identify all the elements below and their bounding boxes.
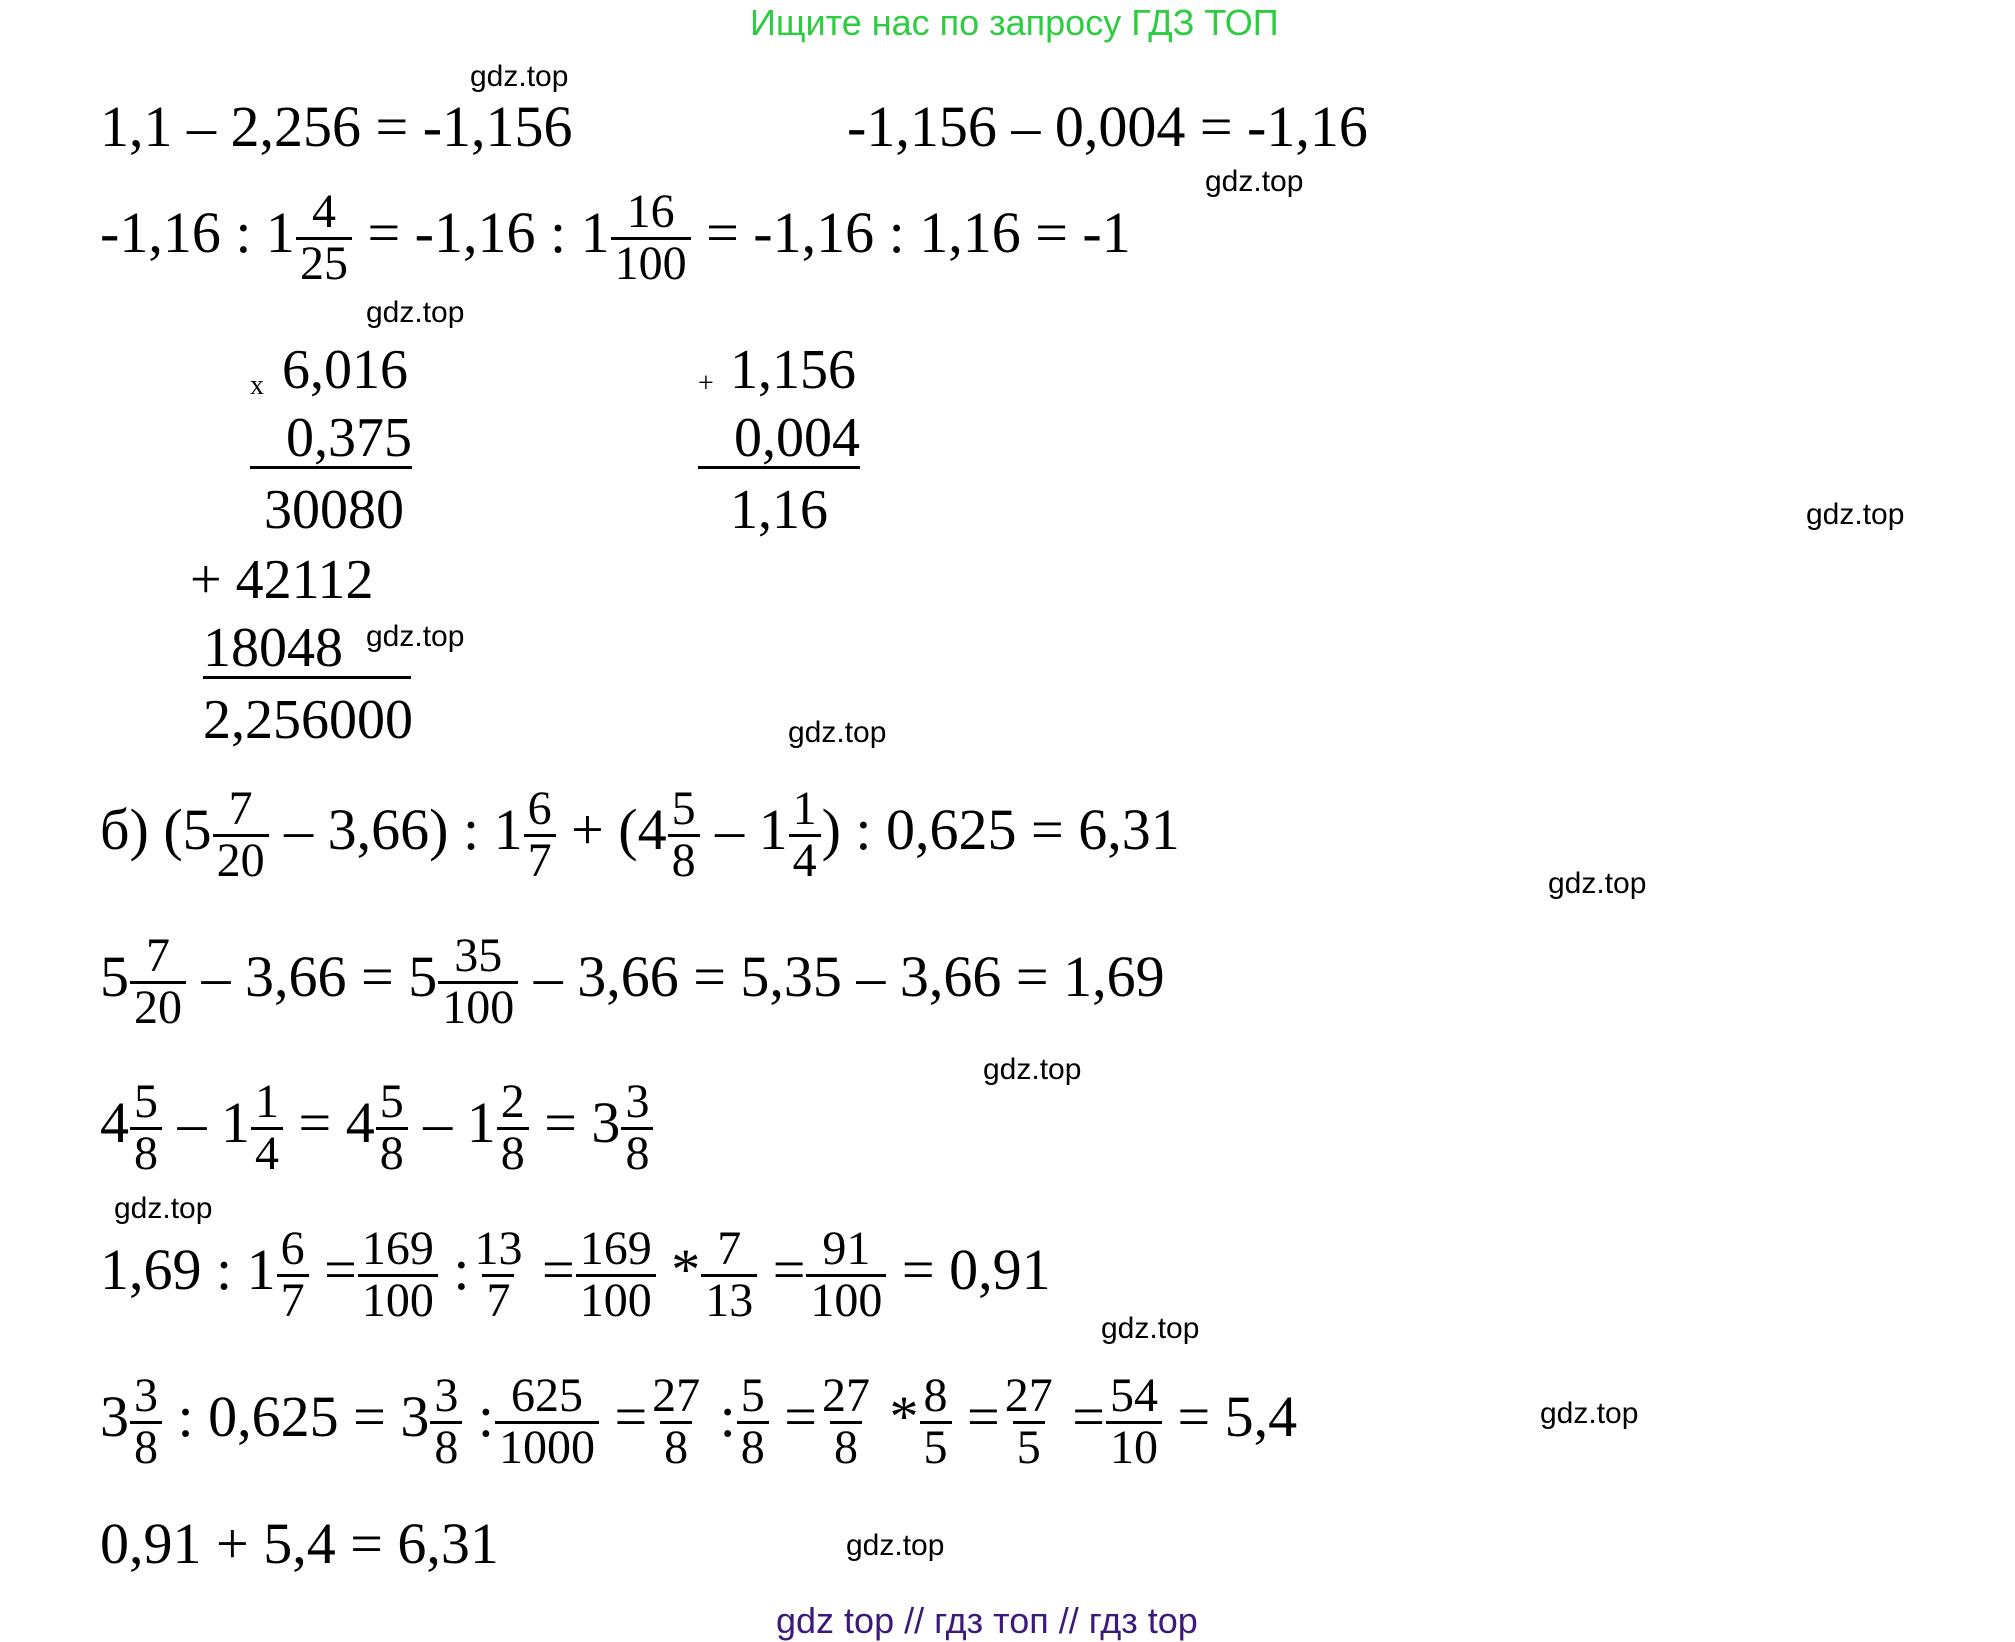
add-sign: + — [698, 368, 714, 399]
mult-partial-1: 30080 — [264, 479, 404, 541]
fraction: $\frac{16}{100}$ — [611, 188, 691, 289]
watermark: gdz.top — [114, 1192, 213, 1225]
watermark: gdz.top — [983, 1053, 1082, 1086]
add-operand-a: 1,156 — [730, 339, 856, 401]
add-operand-b: 0,004 — [698, 410, 860, 469]
fraction: $\frac{5}{8}$ — [668, 785, 700, 886]
fraction: $\frac{1}{4}$ — [251, 1078, 283, 1179]
fraction: $\frac{2}{8}$ — [497, 1078, 529, 1179]
fraction: $\frac{91}{100}$ — [806, 1225, 886, 1326]
fraction: $\frac{27}{8}$ — [822, 1369, 871, 1474]
watermark: gdz.top — [470, 60, 569, 93]
equation-1b: -1,156 – 0,004 = -1,16 — [847, 94, 1368, 159]
fraction: $\frac{27}{8}$ — [652, 1369, 701, 1474]
step-2: 4 $\frac{5}{8}$ – 1 $\frac{1}{4}$ = 4 $\frac{5}{8}$ – 1 $\frac{2}{8}$ = 3 $\frac{3}{8}$ — [100, 1078, 654, 1179]
fraction: $\frac{13}{7}$ — [474, 1222, 523, 1327]
mult-partial-2: + 42112 — [190, 549, 374, 611]
fraction: $\frac{3}{8}$ — [430, 1372, 462, 1473]
watermark: gdz.top — [1205, 165, 1304, 198]
watermark: gdz.top — [1101, 1312, 1200, 1345]
equation-2: -1,16 : 1 $\frac{4}{25}$ = -1,16 : 1 $\frac{16}{100}$ = -1,16 : 1,16 = -1 — [100, 185, 1131, 290]
fraction: $\frac{5}{8}$ — [737, 1372, 769, 1473]
page-header-banner: Ищите нас по запросу ГДЗ ТОП — [750, 2, 1279, 43]
fraction: $\frac{6}{7}$ — [277, 1225, 309, 1326]
step-4: 3 $\frac{3}{8}$ : 0,625 = 3 $\frac{3}{8}$ : $\frac{625}{1000}$ = $\frac{27}{8}$ : $\frac{5}{8}$ = $\frac{27}{8}$ * $\frac{8}{5}$ = $\frac{27}{5}$ = $\frac{54}{10}$ = 5,4 — [100, 1369, 1298, 1474]
fraction: $\frac{27}{5}$ — [1004, 1369, 1053, 1474]
mult-operand-a: 6,016 — [282, 339, 408, 401]
fraction: $\frac{5}{8}$ — [376, 1078, 408, 1179]
step-3: 1,69 : 1 $\frac{6}{7}$ = $\frac{169}{100}$ : $\frac{13}{7}$ = $\frac{169}{100}$ * $\frac{7}{13}$ = $\frac{91}{100}$ = 0,91 — [100, 1222, 1051, 1327]
watermark: gdz.top — [788, 716, 887, 749]
equation-1a: 1,1 – 2,256 = -1,156 — [100, 94, 573, 159]
fraction: $\frac{54}{10}$ — [1106, 1372, 1162, 1473]
fraction: $\frac{35}{100}$ — [438, 932, 518, 1033]
fraction: $\frac{6}{7}$ — [524, 785, 556, 886]
fraction: $\frac{7}{20}$ — [130, 932, 186, 1033]
multiply-sign: x — [250, 370, 264, 401]
fraction: $\frac{3}{8}$ — [130, 1372, 162, 1473]
step-5: 0,91 + 5,4 = 6,31 — [100, 1511, 499, 1576]
fraction: $\frac{169}{100}$ — [358, 1225, 438, 1326]
mult-partial-3: 18048 — [203, 620, 411, 679]
task-b-statement: б) (5 $\frac{7}{20}$ – 3,66) : 1 $\frac{6}{7}$ + (4 $\frac{5}{8}$ – 1 $\frac{1}{4}$ ) : 0,625 = 6,31 — [100, 782, 1180, 887]
fraction: $\frac{7}{20}$ — [213, 785, 269, 886]
watermark: gdz.top — [366, 296, 465, 329]
watermark: gdz.top — [366, 620, 465, 653]
fraction: $\frac{4}{25}$ — [296, 188, 352, 289]
fraction: $\frac{169}{100}$ — [576, 1225, 656, 1326]
fraction: $\frac{3}{8}$ — [621, 1078, 653, 1179]
fraction: $\frac{5}{8}$ — [130, 1078, 162, 1179]
mult-result: 2,256000 — [203, 689, 413, 751]
watermark: gdz.top — [1806, 498, 1905, 531]
watermark: gdz.top — [1540, 1397, 1639, 1430]
fraction: $\frac{7}{13}$ — [701, 1225, 757, 1326]
watermark: gdz.top — [1548, 867, 1647, 900]
watermark: gdz.top — [846, 1529, 945, 1562]
mult-operand-b: 0,375 — [250, 410, 412, 469]
step-1: 5 $\frac{7}{20}$ – 3,66 = 5 $\frac{35}{100}$ – 3,66 = 5,35 – 3,66 = 1,69 — [100, 929, 1165, 1034]
add-result: 1,16 — [730, 479, 828, 541]
fraction: $\frac{1}{4}$ — [789, 785, 821, 886]
fraction: $\frac{625}{1000}$ — [495, 1372, 599, 1473]
fraction: $\frac{8}{5}$ — [920, 1372, 952, 1473]
footer-links: gdz top // гдз топ // гдз top — [776, 1600, 1198, 1641]
